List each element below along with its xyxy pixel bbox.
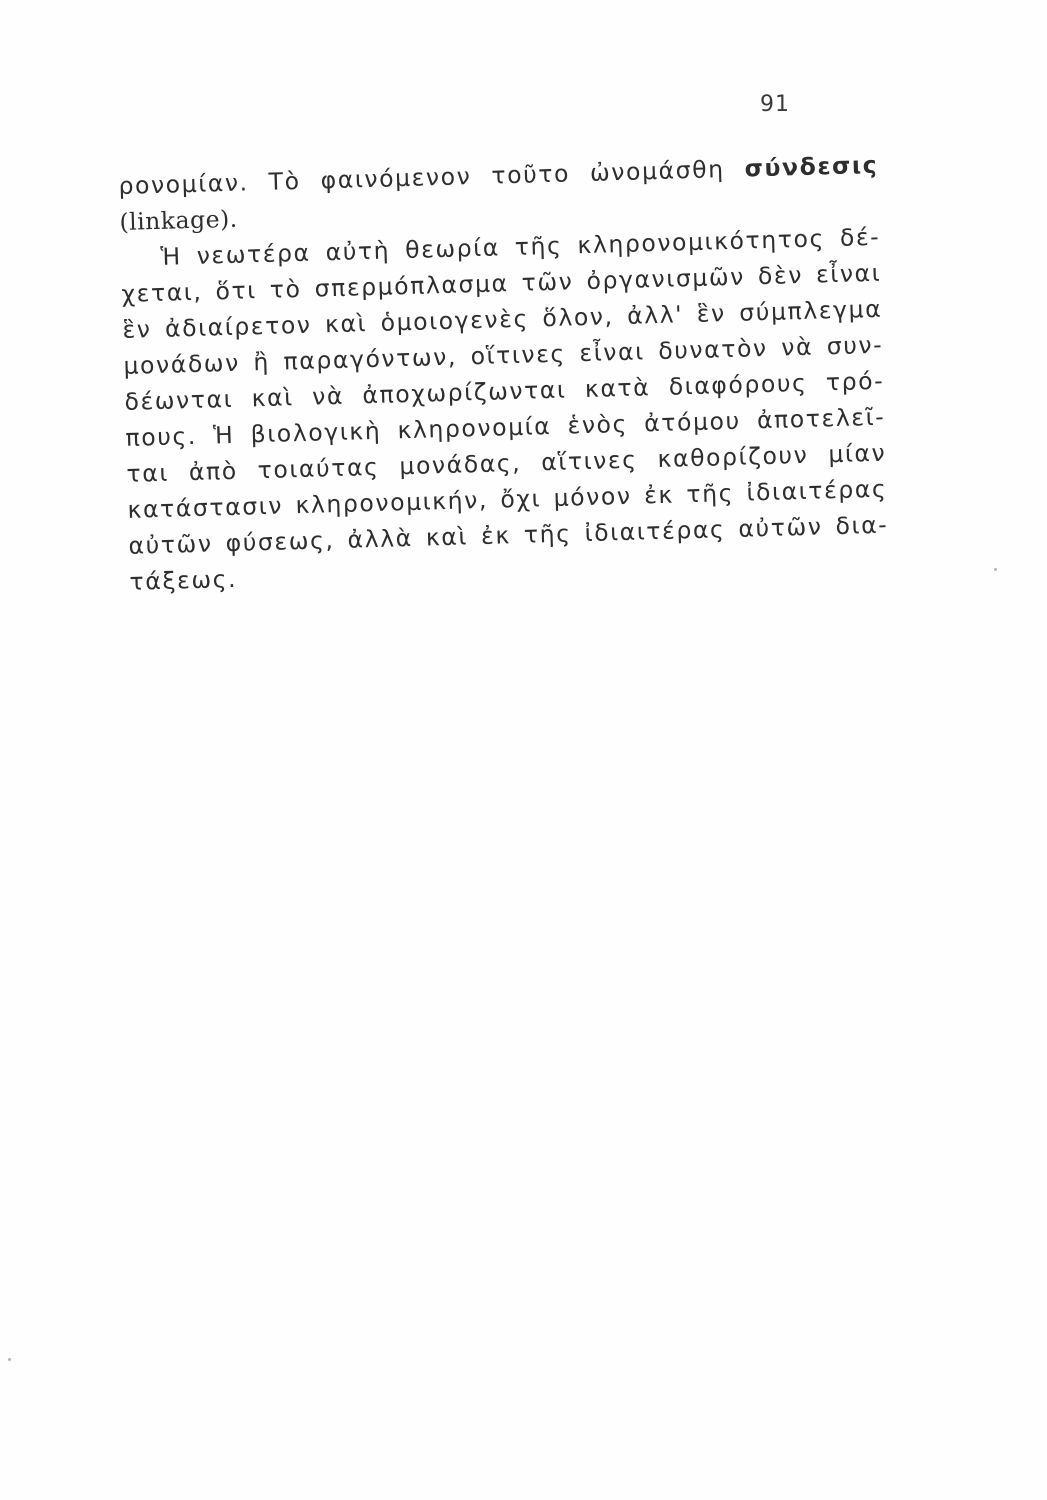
paper-speck — [994, 568, 997, 571]
text-line: αὐτῶν φύσεως, ἀλλὰ καὶ ἐκ τῆς ἰδιαιτέρας αὐτῶν δια- — [128, 510, 889, 560]
text-line: δέωνται καὶ νὰ ἀποχωρίζωνται κατὰ διαφόρους τρό- — [124, 366, 885, 416]
text-line: μονάδων ἢ παραγόντων, οἵτινες εἶναι δυνατὸν νὰ συν- — [123, 330, 884, 380]
text-line: ἓν ἀδιαίρετον καὶ ὁμοιογενὲς ὅλον, ἀλλ' ἓν σύμπλεγμα — [122, 294, 883, 344]
paper-speck — [8, 1358, 11, 1361]
text-line: ρονομίαν. Τὸ φαινόμενον τοῦτο ὠνομάσθη σύνδεσις — [118, 150, 879, 200]
text-line: ται ἀπὸ τοιαύτας μονάδας, αἵτινες καθορίζουν μίαν — [126, 438, 887, 488]
latin-term: (linkage). — [119, 204, 239, 236]
text-line: κατάστασιν κληρονομικήν, ὄχι μόνον ἐκ τῆς ἰδιαιτέρας — [127, 474, 888, 524]
text-line: Ἡ νεωτέρα αὐτὴ θεωρία τῆς κληρονομικότητος δέ- — [160, 222, 881, 271]
text-line: τάξεως. — [129, 564, 238, 596]
page-number: 91 — [760, 92, 790, 117]
text-line: πους. Ἡ βιολογικὴ κληρονομία ἑνὸς ἀτόμου ἀποτελεῖ- — [125, 402, 886, 452]
text-line: χεται, ὅτι τὸ σπερμόπλασμα τῶν ὀργανισμῶν δὲν εἶναι — [121, 258, 882, 308]
body-text — [118, 147, 890, 600]
bold-term: σύνδεσις — [744, 150, 879, 183]
